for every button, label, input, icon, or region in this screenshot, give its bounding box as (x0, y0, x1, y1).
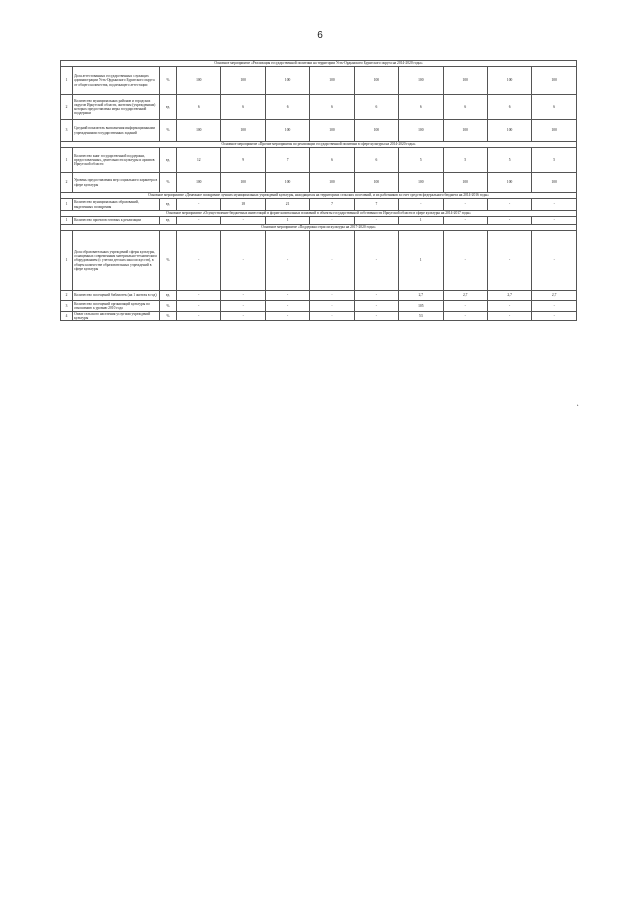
value-cell: - (221, 231, 265, 291)
value-cell: - (221, 291, 265, 301)
table-row (61, 312, 577, 321)
value-cell: 6 (265, 95, 309, 120)
unit-cell: ед. (159, 95, 176, 120)
value-cell: - (443, 199, 487, 211)
value-cell: 100 (487, 120, 531, 142)
unit-cell: ед. (159, 217, 176, 225)
value-cell: 18 (221, 199, 265, 211)
value-cell: - (532, 217, 577, 225)
unit-cell: % (159, 120, 176, 142)
value-cell: 100 (221, 120, 265, 142)
value-cell: - (310, 217, 354, 225)
value-cell: - (354, 291, 398, 301)
value-cell: 100 (177, 173, 221, 193)
value-cell: 1 (399, 217, 443, 225)
value-cell: 2,7 (399, 291, 443, 301)
indicator-name: Количество посещений организаций культуры по отношению к уровню 2010 года (73, 301, 160, 312)
value-cell: 105 (399, 301, 443, 312)
value-cell: - (265, 312, 309, 321)
value-cell: - (354, 301, 398, 312)
value-cell: - (177, 291, 221, 301)
indicator-name: Уровень предоставления мер социального характера в сфере культуры (73, 173, 160, 193)
row-number: 3 (61, 301, 73, 312)
table-row (61, 199, 577, 211)
value-cell: 6 (487, 95, 531, 120)
value-cell: - (310, 312, 354, 321)
value-cell: - (487, 312, 531, 321)
page-number: 6 (317, 30, 323, 41)
value-cell: 100 (265, 120, 309, 142)
value-cell: 1 (265, 217, 309, 225)
value-cell: - (265, 291, 309, 301)
table-row (61, 120, 577, 142)
value-cell: - (487, 301, 531, 312)
value-cell: - (487, 217, 531, 225)
value-cell: 100 (443, 173, 487, 193)
edge-mark: ▸ (577, 403, 579, 407)
indicator-name: Средний показатель выполнения информационными учреждениями государственных заданий (73, 120, 160, 142)
value-cell: - (443, 217, 487, 225)
value-cell: 100 (265, 173, 309, 193)
row-number: 2 (61, 95, 73, 120)
value-cell: 100 (354, 120, 398, 142)
indicator-name: Охват сельского населения услугами учреждений культуры (73, 312, 160, 321)
value-cell: 6 (532, 95, 577, 120)
value-cell: - (443, 312, 487, 321)
value-cell: - (532, 312, 577, 321)
value-cell: 100 (310, 173, 354, 193)
value-cell: 6 (310, 148, 354, 173)
indicator-name: Количество посещений библиотек (на 1 жителя в год) (73, 291, 160, 301)
unit-cell: % (159, 312, 176, 321)
value-cell: - (265, 301, 309, 312)
unit-cell: % (159, 67, 176, 95)
value-cell: 2,7 (487, 291, 531, 301)
value-cell: 6 (177, 95, 221, 120)
value-cell: - (443, 301, 487, 312)
value-cell: 6 (310, 95, 354, 120)
indicator-name: Количество муниципальных районов и городских округов Иркутской области, жителям (учреждениям) которых предоставлены меры государственной поддержки (73, 95, 160, 120)
value-cell: 5 (532, 148, 577, 173)
value-cell: - (354, 217, 398, 225)
value-cell: - (310, 291, 354, 301)
value-cell: - (354, 312, 398, 321)
value-cell: 6 (443, 95, 487, 120)
value-cell: - (221, 312, 265, 321)
value-cell: - (310, 301, 354, 312)
table-row (61, 67, 577, 95)
value-cell: - (177, 312, 221, 321)
value-cell: 5 (443, 148, 487, 173)
table-row (61, 173, 577, 193)
row-number: 2 (61, 173, 73, 193)
value-cell: - (221, 217, 265, 225)
value-cell: 100 (487, 67, 531, 95)
row-number: 4 (61, 312, 73, 321)
value-cell: 7 (265, 148, 309, 173)
value-cell: 100 (221, 173, 265, 193)
value-cell: 100 (177, 120, 221, 142)
value-cell: - (265, 231, 309, 291)
value-cell: 100 (487, 173, 531, 193)
value-cell: 100 (443, 120, 487, 142)
unit-cell: ед. (159, 199, 176, 211)
row-number: 1 (61, 67, 73, 95)
row-number: 3 (61, 120, 73, 142)
unit-cell: % (159, 173, 176, 193)
value-cell: 21 (265, 199, 309, 211)
section-title: Основное мероприятие «Осуществление бюджетных инвестиций в форме капитальных вложений в объекты государственной собственности Иркутской области в сфере культуры на 2014-2017 годы» (61, 211, 577, 217)
value-cell: 100 (177, 67, 221, 95)
value-cell: 2,7 (443, 291, 487, 301)
value-cell: 100 (221, 67, 265, 95)
value-cell: 100 (310, 120, 354, 142)
value-cell: 1 (399, 231, 443, 291)
section-title: Основное мероприятие «Поддержка отрасли культуры на 2017-2020 годы» (61, 225, 577, 231)
value-cell: 6 (221, 95, 265, 120)
value-cell: 100 (399, 173, 443, 193)
value-cell: - (177, 199, 221, 211)
value-cell: 100 (354, 173, 398, 193)
value-cell: 100 (532, 67, 577, 95)
value-cell: 100 (443, 67, 487, 95)
value-cell: - (487, 231, 531, 291)
row-number: 1 (61, 231, 73, 291)
row-number: 1 (61, 217, 73, 225)
unit-cell: ед. (159, 148, 176, 173)
table-row (61, 291, 577, 301)
table-row (61, 301, 577, 312)
section-title: Основное мероприятие «Прочие мероприятия по реализации государственной политики в сфере культуры на 2014-2020 годы» (61, 142, 577, 148)
value-cell: 5 (487, 148, 531, 173)
value-cell: - (532, 231, 577, 291)
value-cell: - (443, 231, 487, 291)
value-cell: 6 (354, 95, 398, 120)
value-cell: 100 (310, 67, 354, 95)
value-cell: 100 (532, 173, 577, 193)
value-cell: 2,7 (532, 291, 577, 301)
row-number: 1 (61, 148, 73, 173)
indicator-name: Количество муниципальных образований, выделенных поощрения (73, 199, 160, 211)
value-cell: - (532, 301, 577, 312)
value-cell: 100 (354, 67, 398, 95)
value-cell: - (177, 231, 221, 291)
value-cell: - (354, 231, 398, 291)
value-cell: 100 (399, 120, 443, 142)
value-cell: - (177, 301, 221, 312)
value-cell: 6 (399, 95, 443, 120)
indicator-name: Доля аттестованных государственных служащих администрации Усть-Ордынского Бурятского округа от общего количества, подлежащего аттестации (73, 67, 160, 95)
value-cell: 6 (354, 148, 398, 173)
table-row (61, 95, 577, 120)
unit-cell: % (159, 231, 176, 291)
value-cell: - (532, 199, 577, 211)
value-cell: 7 (354, 199, 398, 211)
row-number: 1 (61, 199, 73, 211)
value-cell: 9 (221, 148, 265, 173)
table-row (61, 231, 577, 291)
value-cell: 5 (399, 148, 443, 173)
value-cell: 12 (177, 148, 221, 173)
unit-cell: ед. (159, 291, 176, 301)
indicators-table (60, 60, 577, 321)
value-cell: 7 (310, 199, 354, 211)
value-cell: - (487, 199, 531, 211)
value-cell: 53 (399, 312, 443, 321)
value-cell: - (177, 217, 221, 225)
section-title: Основное мероприятие «Реализация государственной политики на территории Усть-Ордынского Бурятского округа на 2014-2020 годы» (61, 61, 577, 67)
value-cell: 100 (532, 120, 577, 142)
row-number: 2 (61, 291, 73, 301)
indicator-name: Количество проектов готовых к реализации (73, 217, 160, 225)
value-cell: - (221, 301, 265, 312)
table-row (61, 217, 577, 225)
unit-cell: % (159, 301, 176, 312)
section-title: Основное мероприятие «Денежное поощрение лучших муниципальных учреждений культуры, находящихся на территориях сельских поселений, и их работников за счет средств федерального бюджета на 2014-2016 годы» (61, 193, 577, 199)
value-cell: - (310, 231, 354, 291)
value-cell: - (399, 199, 443, 211)
value-cell: 100 (399, 67, 443, 95)
table-row (61, 148, 577, 173)
indicator-name: Количество книг государственной поддержки, предоставленных, деятельности культуры и архивов Иркутской области (73, 148, 160, 173)
value-cell: 100 (265, 67, 309, 95)
indicator-name: Доля образовательных учреждений сферы культуры, оснащенных современным материально-техническим оборудованием (с учетом детских школ искусств), в общем количестве образовательных учреждений в сфере культуры (73, 231, 160, 291)
